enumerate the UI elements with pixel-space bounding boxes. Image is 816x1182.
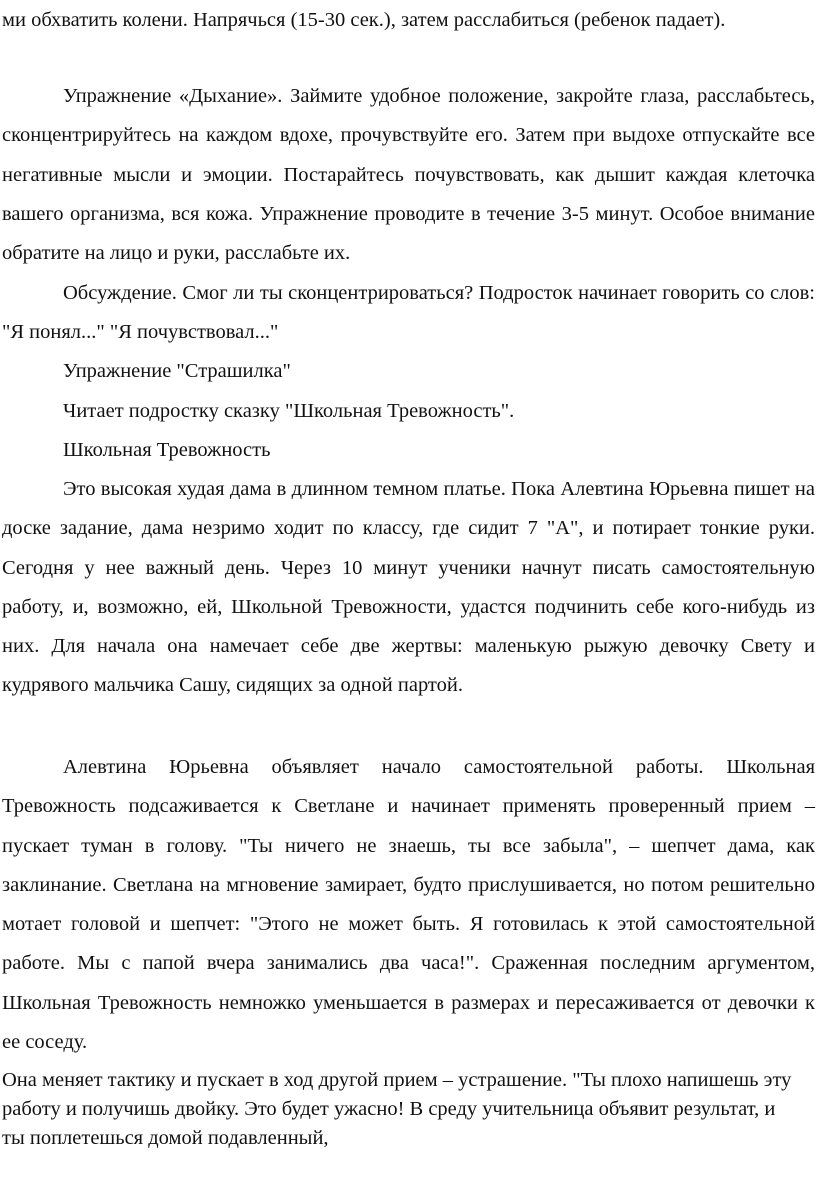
paragraph-breathing-exercise: Упражнение «Дыхание». Займите удобное положение, закройте глаза, расслабьтесь, сконцентрируйтесь на каждом вдохе, прочувствуйте его. Затем при выдохе отпускайте все негативные мысли и эмоции. Постарайтесь почувствовать, как дышит каждая клеточка вашего организма, вся кожа. Упражнение проводите в течение 3-5 минут. Особое внимание обратите на лицо и руки, расслабьте их. (2, 85, 815, 265)
paragraph-scary-exercise-title: Упражнение "Страшилка" (63, 360, 291, 382)
paragraph-tale-title: Школьная Тревожность (63, 439, 271, 461)
paragraph-tale-work-begins: Алевтина Юрьевна объявляет начало самостоятельной работы. Школьная Тревожность подсаживается к Светлане и начинает применять проверенный прием – пускает туман в голову. "Ты ничего не знаешь, ты все забыла", – шепчет дама, как заклинание. Светлана на мгновение замирает, будто прислушивается, но потом решительно мотает головой и шепчет: "Этого не может быть. Я готовилась к этой самостоятельной работе. Мы с папой вчера занимались два часа!". Сраженная последним аргументом, Школьная Тревожность немножко уменьшается в размерах и пересаживается от девочки к ее соседу. (2, 756, 815, 1054)
paragraph-discussion: Обсуждение. Смог ли ты сконцентрироваться? Подросток начинает говорить со слов: "Я понял..." "Я почувствовал..." (2, 282, 815, 344)
paragraph-continuation: ми обхватить колени. Напрячься (15-30 сек.), затем расслабиться (ребенок падает). (2, 9, 726, 31)
paragraph-tale-intro: Это высокая худая дама в длинном темном платье. Пока Алевтина Юрьевна пишет на доске задание, дама незримо ходит по классу, где сидит 7 "А", и потирает тонкие руки. Сегодня у нее важный день. Через 10 минут ученики начнут писать самостоятельную работу, и, возможно, ей, Школьной Тревожности, удастся подчинить себе кого-нибудь из них. Для начала она намечает себе две жертвы: маленькую рыжую девочку Свету и кудрявого мальчика Сашу, сидящих за одной партой. (2, 478, 815, 697)
paragraph-reads-tale: Читает подростку сказку "Школьная Тревожность". (63, 400, 515, 422)
paragraph-tale-intimidation: Она меняет тактику и пускает в ход другой прием – устрашение. "Ты плохо напишешь эту работу и получишь двойку. Это будет ужасно! В среду учительница объявит результат, и ты поплетешься домой подавленный, (2, 1069, 792, 1149)
